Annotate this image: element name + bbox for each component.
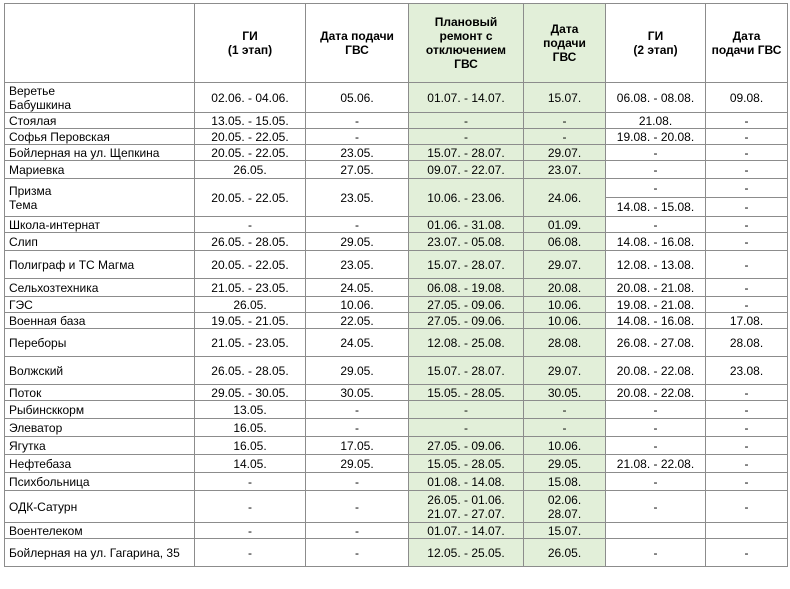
cell-gi2-prizma: - <box>606 179 706 198</box>
cell-repair: - <box>409 129 524 145</box>
cell-gvs1: - <box>306 217 409 233</box>
cell-gi2: 19.08. - 20.08. <box>606 129 706 145</box>
cell-gvs-repair: 15.07. <box>524 83 606 113</box>
cell-gi2: 21.08. - 22.08. <box>606 455 706 473</box>
cell-gvs1: - <box>306 401 409 419</box>
cell-gi1: 29.05. - 30.05. <box>195 385 306 401</box>
cell-gi2-tema: 14.08. - 15.08. <box>606 198 706 217</box>
cell-repair: - <box>409 419 524 437</box>
cell-gi2 <box>606 523 706 539</box>
cell-gi2: - <box>606 217 706 233</box>
row-name: Поток <box>5 385 195 401</box>
cell-repair: 15.07. - 28.07. <box>409 145 524 161</box>
cell-repair: 12.08. - 25.08. <box>409 329 524 357</box>
cell-gvs-repair: 29.07. <box>524 145 606 161</box>
cell-gvs1: - <box>306 491 409 523</box>
cell-gvs2: - <box>706 437 788 455</box>
cell-gvs2: - <box>706 145 788 161</box>
cell-gi2: - <box>606 539 706 567</box>
table-row <box>5 233 788 251</box>
cell-gi1: 20.05. - 22.05. <box>195 129 306 145</box>
cell-repair: 01.08. - 14.08. <box>409 473 524 491</box>
cell-gvs2: - <box>706 419 788 437</box>
cell-gvs-repair: 10.06. <box>524 297 606 313</box>
cell-gvs-repair: 01.09. <box>524 217 606 233</box>
header-hot-water-date-2: Дата подачи ГВС <box>524 4 606 83</box>
row-name: ОДК-Сатурн <box>5 491 195 523</box>
header-hot-water-date-3: Дата подачи ГВС <box>706 4 788 83</box>
cell-repair: 27.05. - 09.06. <box>409 297 524 313</box>
cell-gi2: 21.08. <box>606 113 706 129</box>
cell-gvs2: 09.08. <box>706 83 788 113</box>
cell-gvs1: 27.05. <box>306 161 409 179</box>
cell-gvs2: - <box>706 297 788 313</box>
cell-gi1: 14.05. <box>195 455 306 473</box>
cell-gvs2: - <box>706 113 788 129</box>
cell-gvs2: - <box>706 539 788 567</box>
row-name: Элеватор <box>5 419 195 437</box>
cell-gi2: 12.08. - 13.08. <box>606 251 706 279</box>
cell-gvs2: - <box>706 491 788 523</box>
cell-gi1: 02.06. - 04.06. <box>195 83 306 113</box>
cell-gvs1: 24.05. <box>306 279 409 297</box>
cell-gi1: 26.05. - 28.05. <box>195 233 306 251</box>
row-name: Мариевка <box>5 161 195 179</box>
cell-gi1: 21.05. - 23.05. <box>195 329 306 357</box>
cell-gi2: - <box>606 437 706 455</box>
cell-gvs1: - <box>306 539 409 567</box>
row-name: Слип <box>5 233 195 251</box>
cell-gvs2: - <box>706 279 788 297</box>
cell-gi2: 06.08. - 08.08. <box>606 83 706 113</box>
row-name: Веретье Бабушкина <box>5 83 195 113</box>
table-row <box>5 523 788 539</box>
table-row <box>5 491 788 523</box>
cell-gvs2: - <box>706 401 788 419</box>
cell-repair: 15.05. - 28.05. <box>409 385 524 401</box>
cell-gvs2: - <box>706 251 788 279</box>
cell-gvs1: - <box>306 113 409 129</box>
header-gi-stage1: ГИ (1 этап) <box>195 4 306 83</box>
cell-repair: 15.07. - 28.07. <box>409 357 524 385</box>
cell-repair: 01.07. - 14.07. <box>409 83 524 113</box>
row-name: ГЭС <box>5 297 195 313</box>
cell-gvs1: 30.05. <box>306 385 409 401</box>
cell-gvs-repair: 23.07. <box>524 161 606 179</box>
cell-gi2: 20.08. - 21.08. <box>606 279 706 297</box>
table-row <box>5 385 788 401</box>
table-row <box>5 83 788 113</box>
cell-gvs2: - <box>706 217 788 233</box>
cell-gvs2-prizma: - <box>706 179 788 198</box>
cell-gvs-repair: - <box>524 129 606 145</box>
table-row <box>5 129 788 145</box>
cell-gi1: 20.05. - 22.05. <box>195 145 306 161</box>
cell-gvs-repair: 29.07. <box>524 357 606 385</box>
cell-gi2: 20.08. - 22.08. <box>606 357 706 385</box>
row-name: Психбольница <box>5 473 195 491</box>
cell-gvs1: - <box>306 523 409 539</box>
cell-gvs1: 05.06. <box>306 83 409 113</box>
cell-gvs1: 29.05. <box>306 357 409 385</box>
cell-gvs-repair: 24.06. <box>524 179 606 217</box>
cell-gi1: 19.05. - 21.05. <box>195 313 306 329</box>
row-name: Софья Перовская <box>5 129 195 145</box>
cell-repair: - <box>409 401 524 419</box>
cell-repair: 23.07. - 05.08. <box>409 233 524 251</box>
cell-gvs1: 22.05. <box>306 313 409 329</box>
cell-gvs-repair: 15.07. <box>524 523 606 539</box>
cell-gi1: 16.05. <box>195 437 306 455</box>
row-name: Бойлерная на ул. Гагарина, 35 <box>5 539 195 567</box>
cell-repair: 06.08. - 19.08. <box>409 279 524 297</box>
cell-gi2: - <box>606 161 706 179</box>
cell-gi1: - <box>195 523 306 539</box>
cell-repair: 12.05. - 25.05. <box>409 539 524 567</box>
cell-gvs-repair: 30.05. <box>524 385 606 401</box>
cell-gi1: - <box>195 491 306 523</box>
cell-gvs2: - <box>706 473 788 491</box>
cell-gvs1: 23.05. <box>306 251 409 279</box>
cell-gi2: - <box>606 491 706 523</box>
row-name: Воентелеком <box>5 523 195 539</box>
cell-gvs1: - <box>306 419 409 437</box>
cell-gvs-repair: 29.05. <box>524 455 606 473</box>
table-row <box>5 179 788 198</box>
row-name: Стоялая <box>5 113 195 129</box>
cell-repair: 26.05. - 01.06. 21.07. - 27.07. <box>409 491 524 523</box>
cell-gvs1: 29.05. <box>306 233 409 251</box>
cell-repair: 27.05. - 09.06. <box>409 437 524 455</box>
cell-gi1: - <box>195 473 306 491</box>
table-row <box>5 251 788 279</box>
table-row <box>5 357 788 385</box>
header-hot-water-date-1: Дата подачи ГВС <box>306 4 409 83</box>
schedule-table <box>4 3 788 567</box>
cell-gvs-repair: 02.06. 28.07. <box>524 491 606 523</box>
table-row <box>5 113 788 129</box>
cell-gvs-repair: 06.08. <box>524 233 606 251</box>
cell-repair: 09.07. - 22.07. <box>409 161 524 179</box>
cell-gvs-repair: 29.07. <box>524 251 606 279</box>
row-name: Призма Тема <box>5 179 195 217</box>
header-row <box>5 4 788 83</box>
cell-gvs2: - <box>706 233 788 251</box>
cell-gi1: 13.05. - 15.05. <box>195 113 306 129</box>
cell-gvs1: 23.05. <box>306 145 409 161</box>
cell-gi1: 13.05. <box>195 401 306 419</box>
row-name: Нефтебаза <box>5 455 195 473</box>
cell-gvs2: 23.08. <box>706 357 788 385</box>
cell-gvs1: 17.05. <box>306 437 409 455</box>
table-row <box>5 437 788 455</box>
cell-gvs1: - <box>306 473 409 491</box>
cell-repair: 15.07. - 28.07. <box>409 251 524 279</box>
table-row <box>5 217 788 233</box>
table-row <box>5 297 788 313</box>
cell-repair: 01.07. - 14.07. <box>409 523 524 539</box>
row-name: Полиграф и ТС Магма <box>5 251 195 279</box>
table-row <box>5 401 788 419</box>
cell-repair: 01.06. - 31.08. <box>409 217 524 233</box>
cell-gvs-repair: 28.08. <box>524 329 606 357</box>
header-planned-repair: Плановый ремонт с отключением ГВС <box>409 4 524 83</box>
cell-repair: 15.05. - 28.05. <box>409 455 524 473</box>
cell-gi2: 26.08. - 27.08. <box>606 329 706 357</box>
cell-repair: - <box>409 113 524 129</box>
cell-gi2: 14.08. - 16.08. <box>606 313 706 329</box>
cell-gvs1: 29.05. <box>306 455 409 473</box>
cell-gvs-repair: 15.08. <box>524 473 606 491</box>
cell-gi2: - <box>606 419 706 437</box>
cell-gvs-repair: 10.06. <box>524 437 606 455</box>
cell-gvs2: - <box>706 455 788 473</box>
cell-gvs-repair: - <box>524 401 606 419</box>
cell-gvs-repair: 20.08. <box>524 279 606 297</box>
cell-gi2: 20.08. - 22.08. <box>606 385 706 401</box>
row-name: Сельхозтехника <box>5 279 195 297</box>
cell-gvs2: - <box>706 161 788 179</box>
row-name: Ягутка <box>5 437 195 455</box>
row-name: Военная база <box>5 313 195 329</box>
cell-gvs-repair: - <box>524 113 606 129</box>
row-name: Школа-интернат <box>5 217 195 233</box>
table-row <box>5 313 788 329</box>
table-row <box>5 145 788 161</box>
cell-gvs-repair: 10.06. <box>524 313 606 329</box>
table-row <box>5 329 788 357</box>
table-row <box>5 279 788 297</box>
cell-gi2: - <box>606 473 706 491</box>
cell-gvs2: - <box>706 129 788 145</box>
cell-gvs1: 23.05. <box>306 179 409 217</box>
cell-gvs2: 17.08. <box>706 313 788 329</box>
cell-gvs1: 24.05. <box>306 329 409 357</box>
cell-gi2: 14.08. - 16.08. <box>606 233 706 251</box>
table-row <box>5 473 788 491</box>
cell-gvs1: 10.06. <box>306 297 409 313</box>
cell-gi1: 26.05. - 28.05. <box>195 357 306 385</box>
cell-gi2: 19.08. - 21.08. <box>606 297 706 313</box>
cell-gvs2: 28.08. <box>706 329 788 357</box>
table-row <box>5 161 788 179</box>
cell-gvs2-tema: - <box>706 198 788 217</box>
cell-gi2: - <box>606 145 706 161</box>
cell-gi1: - <box>195 539 306 567</box>
cell-gi1: - <box>195 217 306 233</box>
table-row <box>5 455 788 473</box>
header-blank <box>5 4 195 83</box>
cell-repair: 10.06. - 23.06. <box>409 179 524 217</box>
header-gi-stage2: ГИ (2 этап) <box>606 4 706 83</box>
table-row <box>5 419 788 437</box>
row-name: Переборы <box>5 329 195 357</box>
table-row <box>5 539 788 567</box>
cell-gvs2: - <box>706 385 788 401</box>
cell-repair: 27.05. - 09.06. <box>409 313 524 329</box>
cell-gi1: 21.05. - 23.05. <box>195 279 306 297</box>
cell-gi1: 26.05. <box>195 297 306 313</box>
cell-gi1: 20.05. - 22.05. <box>195 251 306 279</box>
cell-gi1: 26.05. <box>195 161 306 179</box>
cell-gvs2 <box>706 523 788 539</box>
cell-gvs1: - <box>306 129 409 145</box>
row-name: Бойлерная на ул. Щепкина <box>5 145 195 161</box>
cell-gvs-repair: - <box>524 419 606 437</box>
row-name: Рыбинсккорм <box>5 401 195 419</box>
cell-gi1: 20.05. - 22.05. <box>195 179 306 217</box>
cell-gvs-repair: 26.05. <box>524 539 606 567</box>
row-name: Волжский <box>5 357 195 385</box>
cell-gi2: - <box>606 401 706 419</box>
cell-gi1: 16.05. <box>195 419 306 437</box>
